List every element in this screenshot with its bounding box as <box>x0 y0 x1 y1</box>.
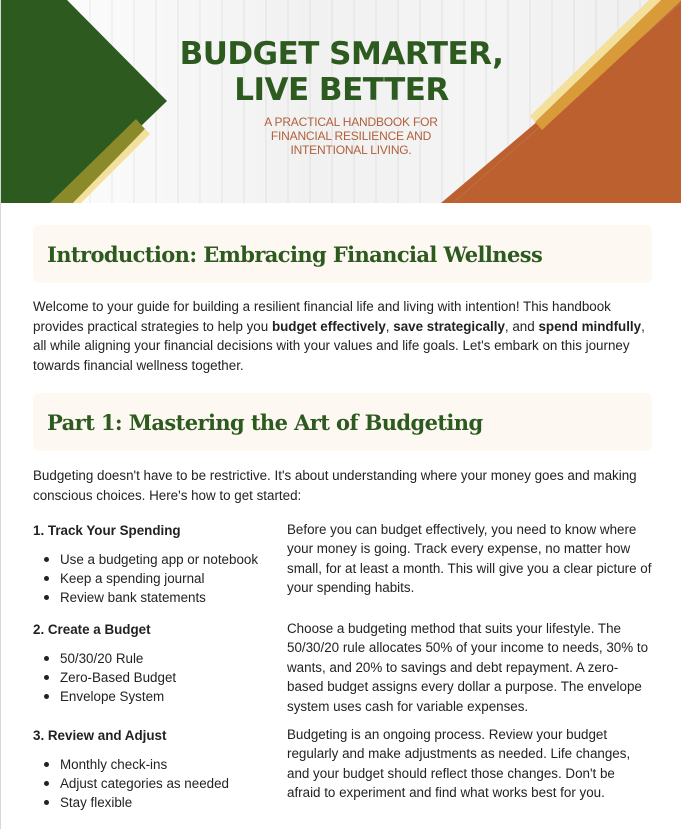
list-item: Envelope System <box>60 687 287 706</box>
step-track-spending <box>33 521 652 607</box>
step-title: 1. Track Your Spending <box>33 522 181 538</box>
step-bullets <box>33 755 287 812</box>
list-item: Stay flexible <box>60 793 287 812</box>
subtitle-line-2: FINANCIAL RESILIENCE AND <box>270 129 432 143</box>
intro-text: , and <box>504 318 539 334</box>
title-line-1: BUDGET SMARTER, <box>179 36 504 72</box>
part1-section-header <box>33 393 652 451</box>
bold-save-strategically: save strategically <box>393 318 505 334</box>
subtitle-line-1: A PRACTICAL HANDBOOK FOR <box>264 115 438 129</box>
step-review-adjust <box>33 726 652 812</box>
step-description: Before you can budget effectively, you need to know where your money is going. Track every expense, no matter how small, for at least a month. This will give you a clear picture of your spending habits. <box>287 521 652 596</box>
list-item: Adjust categories as needed <box>60 774 287 793</box>
step-create-budget <box>33 620 652 717</box>
list-item: Keep a spending journal <box>60 569 287 588</box>
step-title: 2. Create a Budget <box>33 621 151 637</box>
step-description: Choose a budgeting method that suits your lifestyle. The 50/30/20 rule allocates 50% of your income to needs, 30% to wants, and 20% to savings and debt repayment. A zero-based budget assigns every dollar a purpose. The envelope system uses cash for variable expenses. <box>287 620 649 714</box>
list-item: Review bank statements <box>60 588 287 607</box>
intro-heading: Introduction: Embracing Financial Wellness <box>47 241 543 267</box>
part1-heading: Part 1: Mastering the Art of Budgeting <box>47 409 483 435</box>
list-item: Use a budgeting app or notebook <box>60 550 287 569</box>
hero-subtitle <box>241 115 461 157</box>
step-bullets <box>33 550 287 607</box>
bold-spend-mindfully: spend mindfully <box>538 318 642 334</box>
list-item: Monthly check-ins <box>60 755 287 774</box>
intro-text: , <box>385 318 394 334</box>
intro-section-header <box>33 225 652 283</box>
intro-text: Welcome to your guide for building a resilient financial life and living with intention! This handbook provides practical strategies to help you <box>33 299 611 334</box>
hero-title <box>1 36 681 108</box>
list-item: 50/30/20 Rule <box>60 649 287 668</box>
intro-text: , all while aligning your financial decisions with your values and life goals. Let's embark on this journey towards financial wellness together. <box>33 318 645 373</box>
bold-budget-effectively: budget effectively <box>271 318 386 334</box>
step-bullets <box>33 649 287 706</box>
main-content <box>1 225 681 812</box>
intro-paragraph <box>33 297 652 375</box>
part1-intro: Budgeting doesn't have to be restrictive. It's about understanding where your money goes and making conscious choices. Here's how to get started: <box>33 468 637 503</box>
title-line-2: LIVE BETTER <box>234 72 449 108</box>
list-item: Zero-Based Budget <box>60 668 287 687</box>
step-description: Budgeting is an ongoing process. Review your budget regularly and make adjustments as needed. Life changes, and your budget should reflect those changes. Don't be afraid to experiment and find what works best for you. <box>287 726 631 801</box>
step-title: 3. Review and Adjust <box>33 727 167 743</box>
hero-banner <box>1 0 681 203</box>
subtitle-line-3: INTENTIONAL LIVING. <box>290 143 412 157</box>
